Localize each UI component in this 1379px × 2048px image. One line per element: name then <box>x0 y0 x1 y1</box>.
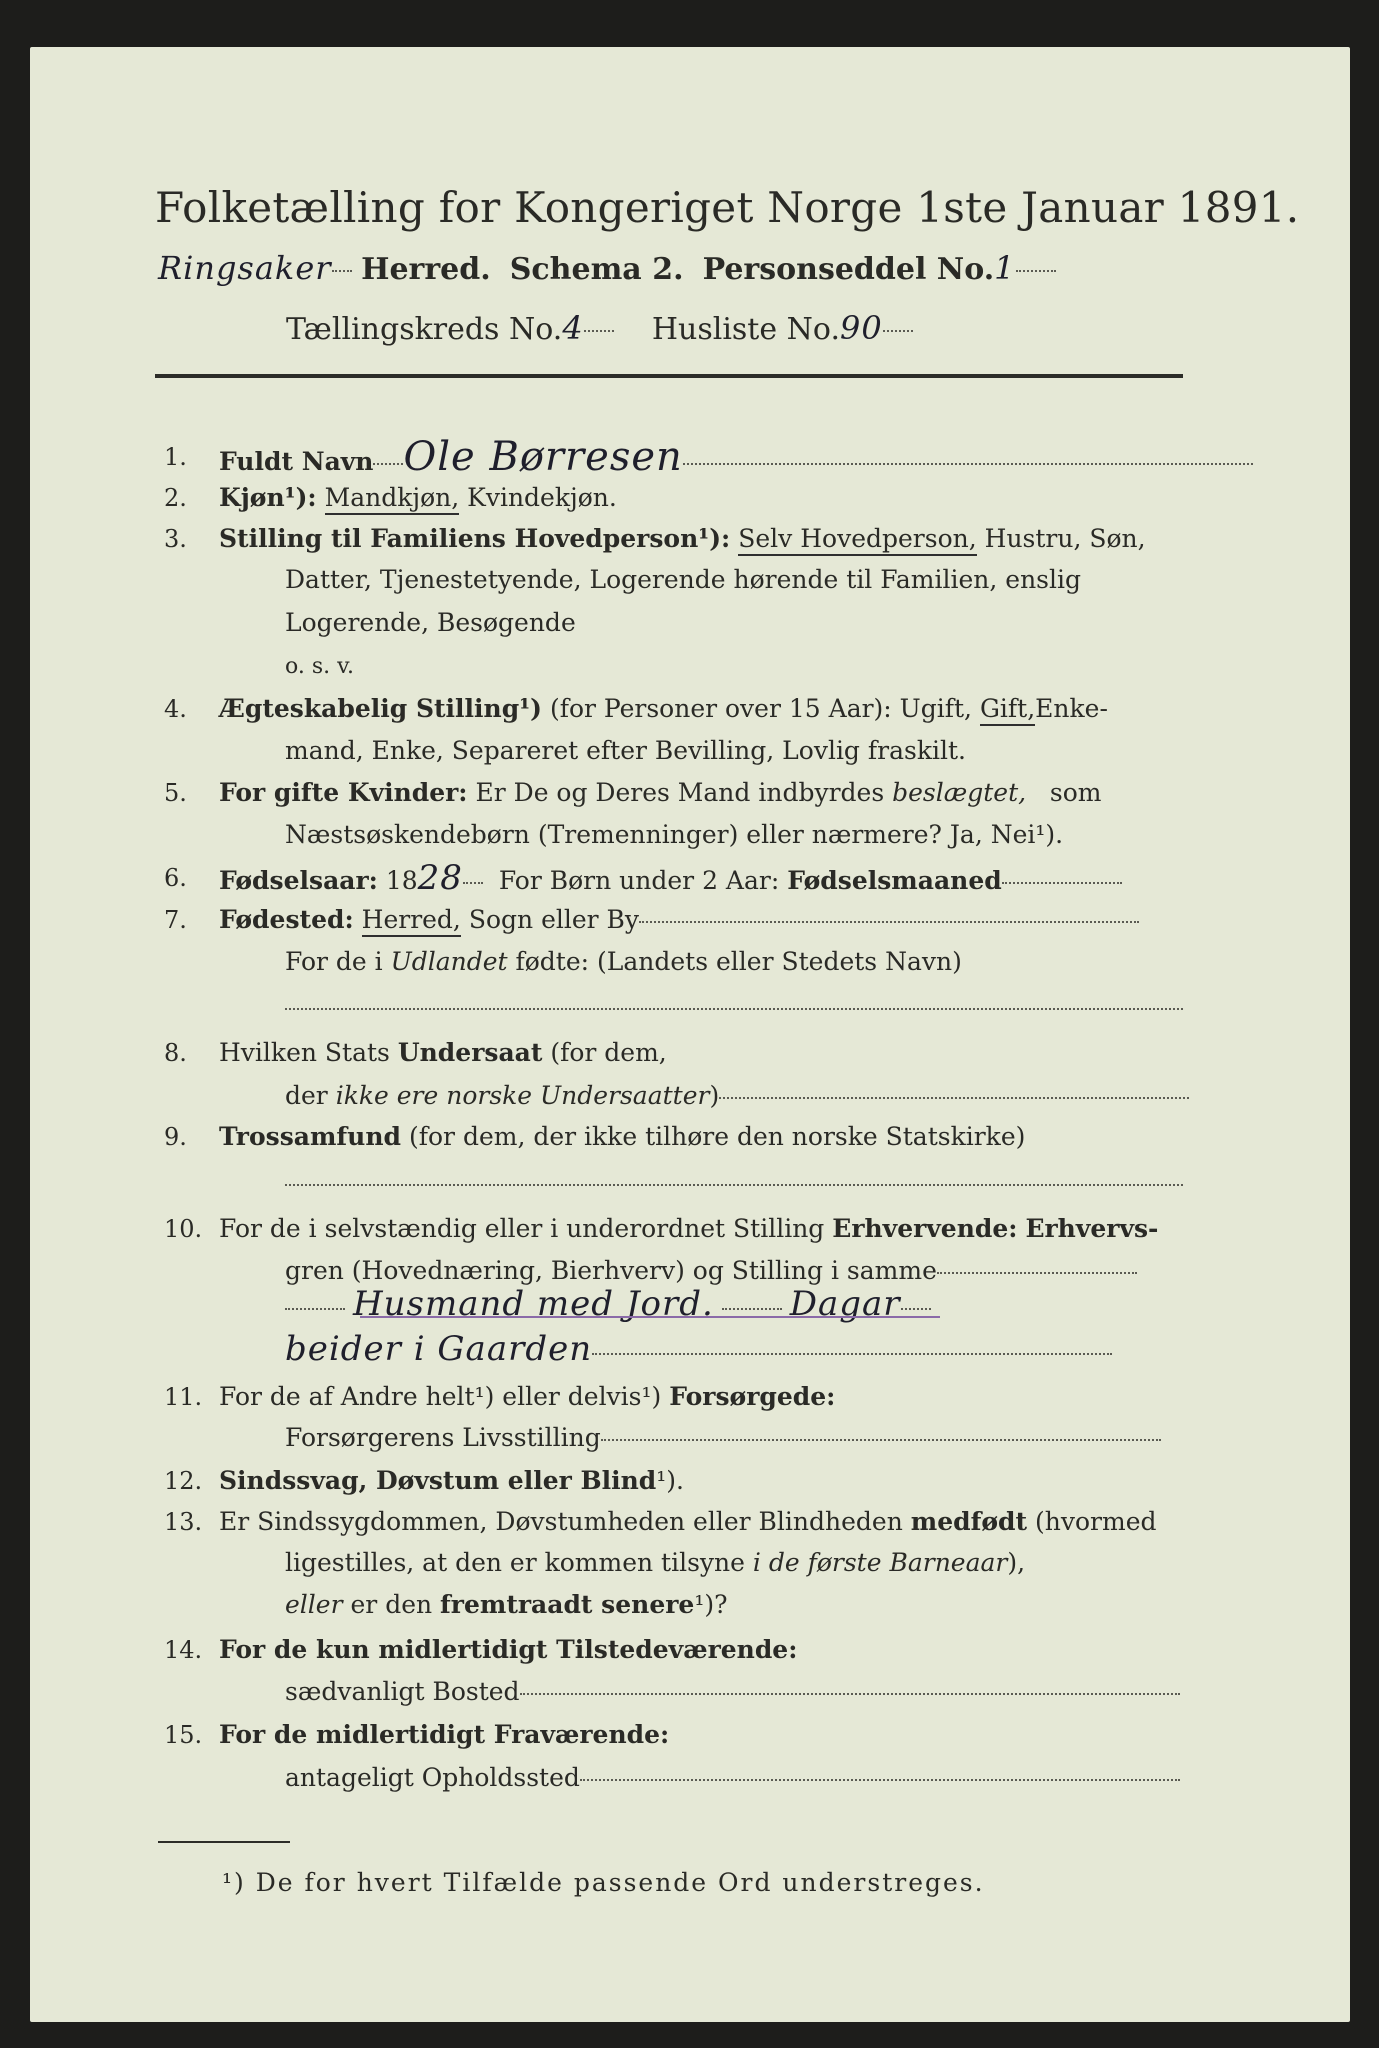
item-number: 8. <box>164 1039 187 1067</box>
occupation-answer-line-1 <box>285 1284 931 1324</box>
congenital-line-3-italic: eller <box>285 1590 343 1619</box>
supported-line-2 <box>285 1421 1161 1455</box>
herred-handwritten: Ringsaker <box>158 249 332 287</box>
congenital-text: Er Sindssygdommen, Døvstumheden eller Blindheden <box>219 1507 903 1536</box>
item-8-citizenship <box>219 1036 667 1070</box>
citizenship-text: Hvilken Stats <box>219 1038 390 1067</box>
temporary-present-label: For de kun midlertidigt Tilstedeværende: <box>219 1635 798 1664</box>
item-11-supported <box>219 1380 835 1414</box>
family-position-label: Stilling til Familiens Hovedperson¹): <box>219 524 731 553</box>
birth-month-label: Fødselsmaaned <box>787 866 1002 895</box>
congenital-line-3b: ¹)? <box>694 1590 728 1619</box>
birthplace-line-2a: For de i <box>285 947 383 976</box>
marital-status-line-2: mand, Enke, Separeret efter Bevilling, Lovlig fraskilt. <box>285 736 966 765</box>
item-9-religion <box>219 1120 1025 1154</box>
kreds-label: Tællingskreds No. <box>286 312 563 347</box>
birth-year-prefix: 18 <box>385 866 418 895</box>
kreds-number: 4 <box>562 309 584 347</box>
married-women-text-2: som <box>1049 778 1102 807</box>
form-title: Folketælling for Kongeriget Norge 1ste Januar 1891. <box>155 183 1300 232</box>
herred-label: Herred. <box>361 252 491 287</box>
occupation-text: For de i selvstændig eller i underordnet Stilling <box>219 1214 825 1243</box>
item-2-gender <box>219 481 617 515</box>
item-15-temporary-absent <box>219 1718 669 1752</box>
item-3-family-position <box>219 522 1146 556</box>
herred-line <box>158 248 1056 290</box>
item-7-birthplace <box>219 903 1139 937</box>
supported-text: For de af Andre helt¹) eller delvis¹) <box>219 1382 662 1411</box>
supported-line-2-text: Forsørgerens Livsstilling <box>285 1423 601 1452</box>
schema-label: Schema 2. <box>509 252 684 287</box>
option-gift-underlined: Gift, <box>980 694 1035 726</box>
family-position-options: Hustru, Søn, <box>984 524 1146 553</box>
item-number: 11. <box>164 1383 203 1411</box>
item-number: 2. <box>164 484 187 512</box>
item-number: 1. <box>164 443 187 471</box>
occupation-label-2: Erhvervs- <box>1025 1214 1159 1243</box>
occupation-line-2-text: gren (Hovednæring, Bierhverv) og Stilling i samme <box>285 1256 937 1285</box>
footnote-rule <box>158 1841 290 1843</box>
temporary-absent-label: For de midlertidigt Fraværende: <box>219 1720 670 1749</box>
birthplace-text: Sogn eller By <box>468 905 640 934</box>
citizenship-line-2a: der <box>285 1081 328 1110</box>
gender-label: Kjøn¹): <box>219 483 317 512</box>
item-number: 7. <box>164 906 187 934</box>
occupation-answer-1: Husmand med Jord. <box>352 1284 714 1324</box>
item-5-married-women <box>219 776 1102 810</box>
married-women-italic: beslægtet, <box>892 778 1027 807</box>
citizenship-line-2: der ikke ere norske Undersaatter) <box>285 1079 1189 1113</box>
family-position-line-4: o. s. v. <box>285 654 354 679</box>
birthplace-label: Fødested: <box>219 905 354 934</box>
marital-status-text-2: Enke- <box>1035 694 1108 723</box>
married-women-line-2: Næstsøskendebørn (Tremenninger) eller nærmere? Ja, Nei¹). <box>285 820 1064 849</box>
item-13-congenital <box>219 1505 1157 1539</box>
item-number: 3. <box>164 525 187 553</box>
footnote: ¹) De for hvert Tilfælde passende Ord understreges. <box>222 1868 985 1897</box>
congenital-line-3 <box>285 1588 728 1622</box>
item-number: 9. <box>164 1123 187 1151</box>
birth-month-text: For Børn under 2 Aar: <box>498 866 780 895</box>
citizenship-line-2-italic: ikke ere norske Undersaatter <box>335 1081 710 1110</box>
family-position-line-2: Datter, Tjenestetyende, Logerende hørende til Familien, enslig <box>285 565 1082 594</box>
married-women-label: For gifte Kvinder: <box>219 778 468 807</box>
religion-text: (for dem, der ikke tilhøre den norske Statskirke) <box>408 1122 1026 1151</box>
marital-status-label: Ægteskabelig Stilling¹) <box>219 694 542 723</box>
birth-year-value: 28 <box>417 858 463 898</box>
item-number: 5. <box>164 779 187 807</box>
item-14-temporary-present <box>219 1633 797 1667</box>
husliste-label: Husliste No. <box>651 312 840 347</box>
item-number: 15. <box>164 1721 203 1749</box>
usual-residence-text: sædvanligt Bosted <box>285 1677 520 1706</box>
citizenship-label: Undersaat <box>397 1038 543 1067</box>
congenital-line-3a: er den <box>350 1590 433 1619</box>
item-6-birth-year <box>219 858 1122 898</box>
citizenship-text-2: (for dem, <box>550 1038 667 1067</box>
disability-footnote-mark: ¹). <box>656 1466 685 1495</box>
occupation-answer-2: beider i Gaarden <box>285 1329 593 1369</box>
supported-label: Forsørgede: <box>669 1382 836 1411</box>
purple-underline-stroke <box>360 1316 940 1318</box>
birthplace-blank-line <box>285 990 1183 1024</box>
occupation-label: Erhvervende: <box>832 1214 1018 1243</box>
full-name-value: Ole Børresen <box>403 434 683 480</box>
item-4-marital-status <box>219 692 1108 726</box>
occupation-line-2 <box>285 1254 1137 1288</box>
item-number: 13. <box>164 1508 203 1536</box>
item-number: 10. <box>164 1215 203 1243</box>
occupation-answer-1b: Dagar <box>789 1284 901 1324</box>
gender-option-male-underlined: Mandkjøn, <box>325 483 460 515</box>
item-number: 6. <box>164 864 187 892</box>
religion-blank-line <box>285 1166 1183 1200</box>
congenital-line-2b: ), <box>1007 1548 1026 1577</box>
husliste-number: 90 <box>839 309 883 347</box>
kreds-line <box>286 308 913 350</box>
disability-label: Sindssvag, Døvstum eller Blind <box>219 1466 657 1495</box>
personseddel-number: 1 <box>994 249 1016 287</box>
congenital-line-3-label: fremtraadt senere <box>440 1590 695 1619</box>
congenital-text-2: (hvormed <box>1035 1507 1157 1536</box>
header-rule <box>155 374 1183 378</box>
birthplace-line-2b: fødte: (Landets eller Stedets Navn) <box>515 947 962 976</box>
temporary-absent-line-2 <box>285 1761 1180 1795</box>
probable-residence-text: antageligt Opholdssted <box>285 1763 580 1792</box>
birthplace-line-2-italic: Udlandet <box>390 947 508 976</box>
occupation-answer-line-2 <box>285 1329 1112 1369</box>
congenital-line-2a: ligestilles, at den er kommen tilsyne <box>285 1548 745 1577</box>
option-herred-underlined: Herred, <box>362 905 461 937</box>
congenital-line-2 <box>285 1546 1025 1580</box>
item-number: 4. <box>164 695 187 723</box>
item-12-disability <box>219 1464 684 1498</box>
item-10-occupation <box>219 1212 1158 1246</box>
birth-year-label: Fødselsaar: <box>219 866 378 895</box>
gender-option-female: Kvindekjøn. <box>467 483 617 512</box>
personseddel-label: Personseddel No. <box>702 252 995 287</box>
full-name-label: Fuldt Navn <box>219 447 374 476</box>
birthplace-line-2 <box>285 945 962 979</box>
marital-status-text: (for Personer over 15 Aar): Ugift, <box>549 694 972 723</box>
item-number: 14. <box>164 1636 203 1664</box>
congenital-label: medfødt <box>910 1507 1028 1536</box>
item-1-full-name <box>219 434 1253 480</box>
temporary-present-line-2 <box>285 1675 1180 1709</box>
religion-label: Trossamfund <box>219 1122 402 1151</box>
option-selv-hovedperson-underlined: Selv Hovedperson, <box>738 524 976 556</box>
congenital-line-2-italic: i de første Barneaar <box>752 1548 1008 1577</box>
family-position-line-3: Logerende, Besøgende <box>285 608 576 637</box>
item-number: 12. <box>164 1467 203 1495</box>
married-women-text: Er De og Deres Mand indbyrdes <box>475 778 885 807</box>
